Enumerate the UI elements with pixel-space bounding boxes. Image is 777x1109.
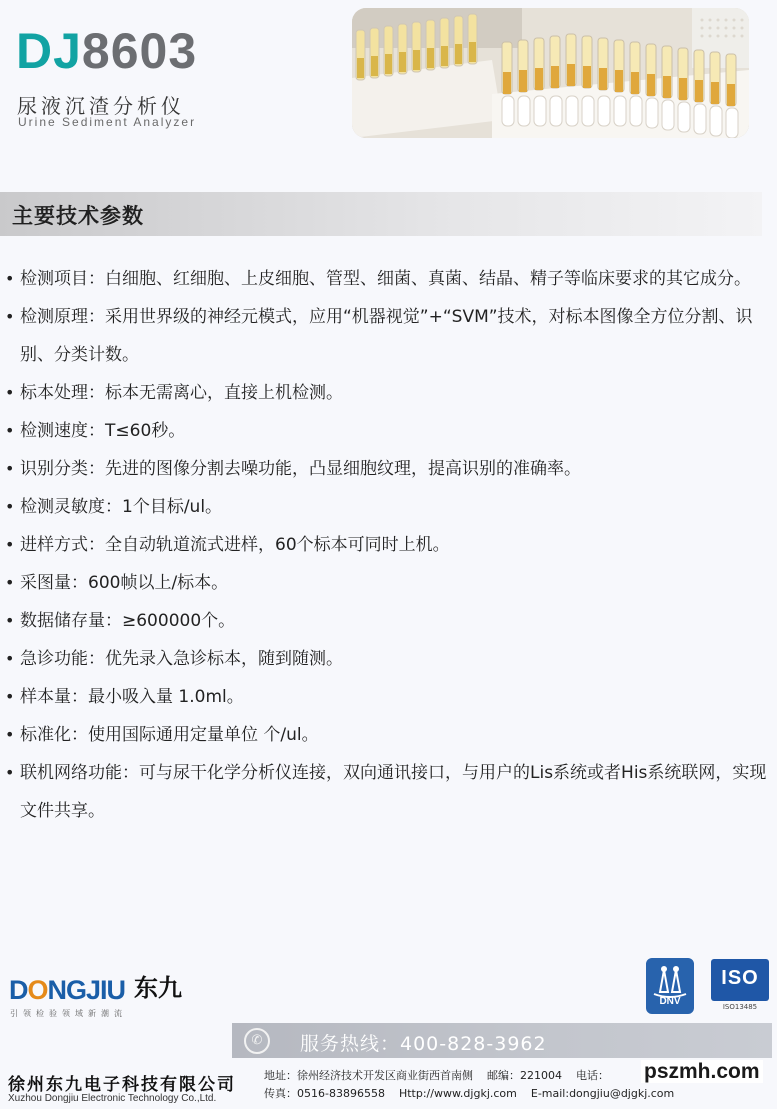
address-line <box>264 1067 623 1083</box>
iso-number: ISO13485 <box>722 1003 758 1011</box>
dnv-label: DNV <box>659 996 681 1007</box>
fax: 传真：0516-83896558 <box>264 1087 385 1100</box>
list-item: • 样本量：最小吸入量 1.0ml。 <box>0 678 770 716</box>
phone-label: 电话： <box>576 1069 609 1082</box>
logo-letter-o: O <box>27 975 48 1005</box>
product-name-en: Urine Sediment Analyzer <box>18 115 197 129</box>
section-title: 主要技术参数 <box>12 204 144 228</box>
list-item: • 检测灵敏度：1个目标/ul。 <box>0 488 770 526</box>
iso-label: ISO <box>721 967 759 989</box>
list-item: • 检测速度：T≤60秒。 <box>0 412 770 450</box>
list-item: • 数据储存量：≥600000个。 <box>0 602 770 640</box>
product-photo <box>352 8 749 138</box>
address: 地址：徐州经济技术开发区商业街西首南侧 <box>264 1069 473 1082</box>
list-item: • 检测原理：采用世界级的神经元模式，应用“机器视觉”+“SVM”技术，对标本图像全方位分割、识别、分类计数。 <box>0 298 770 374</box>
postcode: 邮编：221004 <box>487 1069 562 1082</box>
phone-icon: ✆ <box>244 1028 270 1054</box>
list-item: • 进样方式：全自动轨道流式进样，60个标本可同时上机。 <box>0 526 770 564</box>
model-prefix: DJ <box>16 23 82 79</box>
email-link[interactable]: E-mail:dongjiu@djgkj.com <box>530 1087 675 1100</box>
model-number <box>16 23 198 79</box>
company-name-en: Xuzhou Dongjiu Electronic Technology Co.,Ltd. <box>8 1093 217 1104</box>
website-link[interactable]: Http://www.djgkj.com <box>398 1087 517 1100</box>
logo-cn: 东九 <box>134 974 182 1002</box>
list-item: • 联机网络功能：可与尿干化学分析仪连接，双向通讯接口，与用户的Lis系统或者His系统联网，实现文件共享。 <box>0 754 770 830</box>
company-logo <box>9 977 125 1004</box>
model-digits: 8603 <box>81 23 198 79</box>
logo-letter-d: D <box>9 975 28 1005</box>
list-item: • 标准化：使用国际通用定量单位 个/ul。 <box>0 716 770 754</box>
spec-list <box>0 260 770 830</box>
logo-tagline: 引领检验领域新潮流 <box>10 1009 127 1018</box>
list-item: • 急诊功能：优先录入急诊标本，随到随测。 <box>0 640 770 678</box>
watermark: pszmh.com <box>641 1060 763 1083</box>
contact-line <box>264 1085 688 1101</box>
product-name-cn: 尿液沉渣分析仪 <box>17 94 185 118</box>
list-item: • 标本处理：标本无需离心，直接上机检测。 <box>0 374 770 412</box>
list-item: • 采图量：600帧以上/标本。 <box>0 564 770 602</box>
list-item: • 识别分类：先进的图像分割去噪功能，凸显细胞纹理，提高识别的准确率。 <box>0 450 770 488</box>
dnv-emblem-icon <box>648 960 692 998</box>
company-name-cn: 徐州东九电子科技有限公司 <box>8 1075 236 1095</box>
sample-tubes-illustration <box>352 8 749 138</box>
list-item: • 检测项目：白细胞、红细胞、上皮细胞、管型、细菌、真菌、结晶、精子等临床要求的其它成分。 <box>0 260 770 298</box>
logo-letters: NGJIU <box>47 975 126 1005</box>
service-hotline: 服务热线：400-828-3962 <box>300 1033 547 1055</box>
